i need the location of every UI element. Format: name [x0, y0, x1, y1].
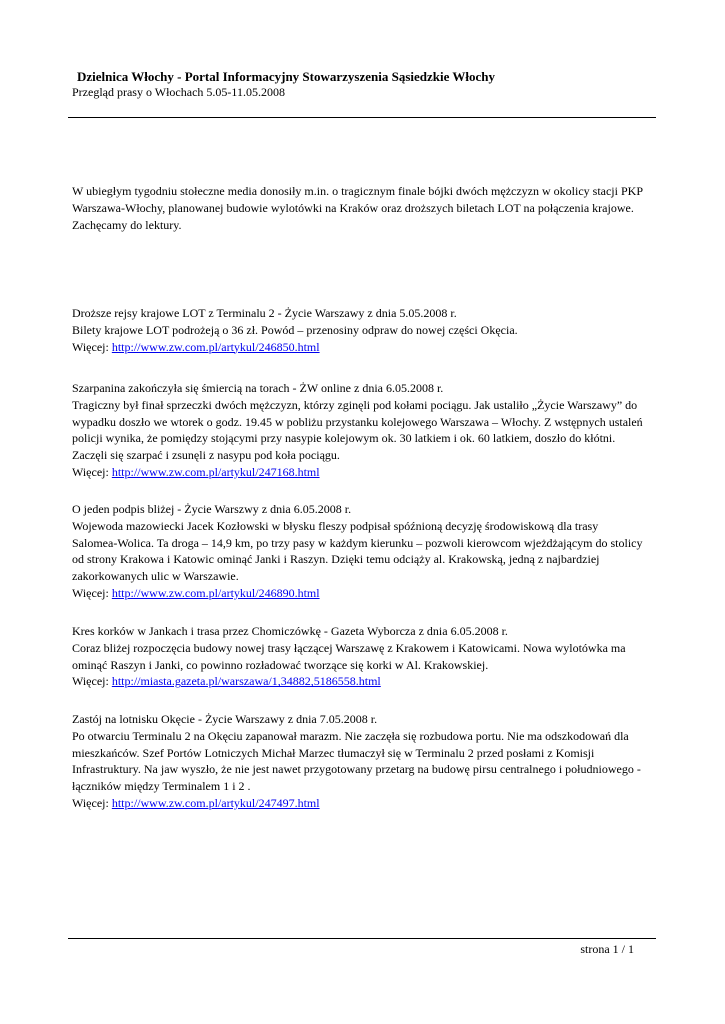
more-label: Więcej: [72, 585, 112, 600]
header-divider [68, 117, 656, 118]
intro-line: Zachęcamy do lektury. [72, 217, 182, 232]
article-text-line: ominąć Raszyn i Janki, co powinno rozładować tworzące się korki w Al. Krakowskiej. [72, 657, 489, 672]
article-signature [72, 501, 662, 602]
footer-divider [68, 938, 656, 939]
article-okecie-airport [72, 711, 662, 812]
article-link[interactable]: http://www.zw.com.pl/artykul/247497.html [111, 795, 320, 810]
article-text-line: od strony Krakowa i Katowic ominąć Janki i Raszyn. Dzięki temu odciąży al. Krakowską, jedną z najbardziej [72, 552, 600, 567]
article-text-line: Tragiczny był finał sprzeczki dwóch mężczyzn, którzy zginęli pod kołami pociągu. Jak ustaliło „Życie Warszawy” do [72, 397, 638, 412]
article-janki-traffic [72, 623, 662, 690]
article-link[interactable]: http://miasta.gazeta.pl/warszawa/1,34882,5186558.html [111, 674, 381, 689]
more-label: Więcej: [72, 464, 112, 479]
article-text-line: łączników między Terminalem 1 i 2 . [72, 779, 251, 794]
article-lot-prices [72, 305, 662, 355]
article-link[interactable]: http://www.zw.com.pl/artykul/247168.html [111, 464, 320, 479]
article-text-line: Salomea-Wolica. Ta droga – 14,9 km, po trzy pasy w każdym kierunku – pozwoli kierowcom wjeżdżającym do stolicy [72, 535, 643, 550]
article-headline: Kres korków w Jankach i trasa przez Chomiczówkę - Gazeta Wyborcza z dnia 6.05.2008 r. [72, 624, 508, 638]
article-link[interactable]: http://www.zw.com.pl/artykul/246850.html [111, 339, 320, 354]
intro-line: W ubiegłym tygodniu stołeczne media donosiły m.in. o tragicznym finale bójki dwóch mężczyzn w okolicy stacji PKP [72, 184, 643, 198]
more-label: Więcej: [72, 674, 112, 689]
article-text-line: policji wynika, że pomiędzy stojącymi przy nasypie kolejowym ok. 30 latkiem i ok. 60 latkiem, doszło do kłótni. [72, 431, 616, 446]
page-number: strona 1 / 1 [580, 942, 634, 956]
article-headline: O jeden podpis bliżej - Życie Warszwy z dnia 6.05.2008 r. [72, 502, 352, 516]
article-text-line: Wojewoda mazowiecki Jacek Kozłowski w błysku fleszy podpisał spóźnioną decyzję środowiskową dla trasy [72, 518, 599, 533]
more-label: Więcej: [72, 339, 112, 354]
intro-paragraph [72, 183, 662, 233]
article-headline: Droższe rejsy krajowe LOT z Terminalu 2 - Życie Warszawy z dnia 5.05.2008 r. [72, 306, 457, 320]
more-label: Więcej: [72, 795, 112, 810]
article-more [72, 795, 662, 812]
page-header-subtitle: Przegląd prasy o Włochach 5.05-11.05.2008 [72, 85, 285, 99]
article-text-line: mieszkańców. Szef Portów Lotniczych Michał Marzec tłumaczył się w Terminalu 2 przed posłami z Komisji [72, 745, 595, 760]
intro-line: Warszawa-Włochy, planowanej budowie wylotówki na Kraków oraz droższych biletach LOT na połączenia krajowe. [72, 200, 634, 215]
article-more [72, 464, 662, 481]
article-headline: Szarpanina zakończyła się śmiercią na torach - ŻW online z dnia 6.05.2008 r. [72, 381, 444, 395]
article-headline: Zastój na lotnisku Okęcie - Życie Warszawy z dnia 7.05.2008 r. [72, 712, 378, 726]
page-header-title: Dzielnica Włochy - Portal Informacyjny Stowarzyszenia Sąsiedzkie Włochy [77, 69, 496, 84]
article-link[interactable]: http://www.zw.com.pl/artykul/246890.html [111, 585, 320, 600]
article-text-line: Po otwarciu Terminalu 2 na Okęciu zapanował marazm. Nie zaczęła się rozbudowa portu. Nie ma odszkodowań dla [72, 728, 629, 743]
article-text-line: Bilety krajowe LOT podrożeją o 36 zł. Powód – przenosiny odpraw do nowej części Okęcia. [72, 322, 518, 337]
article-text-line: Coraz bliżej rozpoczęcia budowy nowej trasy łączącej Warszawę z Krakowem i Katowicami. Nowa wylotówka ma [72, 640, 626, 655]
article-text-line: wypadku doszło we wtorek o godz. 19.45 w pobliżu przystanku kolejowego Warszawa – Włochy. Z wstępnych ustaleń [72, 414, 643, 429]
article-text-line: Zaczęli się szarpać i zsunęli z nasypu pod koła pociągu. [72, 448, 340, 463]
article-more [72, 339, 662, 356]
article-more [72, 585, 662, 602]
article-text-line: zakorkowanych ulic w Warszawie. [72, 569, 239, 584]
article-more [72, 673, 662, 690]
article-text-line: Infrastruktury. Na jaw wyszło, że nie jest nawet przygotowany przetarg na budowę pirsu centralnego i południowego - [72, 762, 641, 777]
article-railway-fight [72, 380, 662, 481]
